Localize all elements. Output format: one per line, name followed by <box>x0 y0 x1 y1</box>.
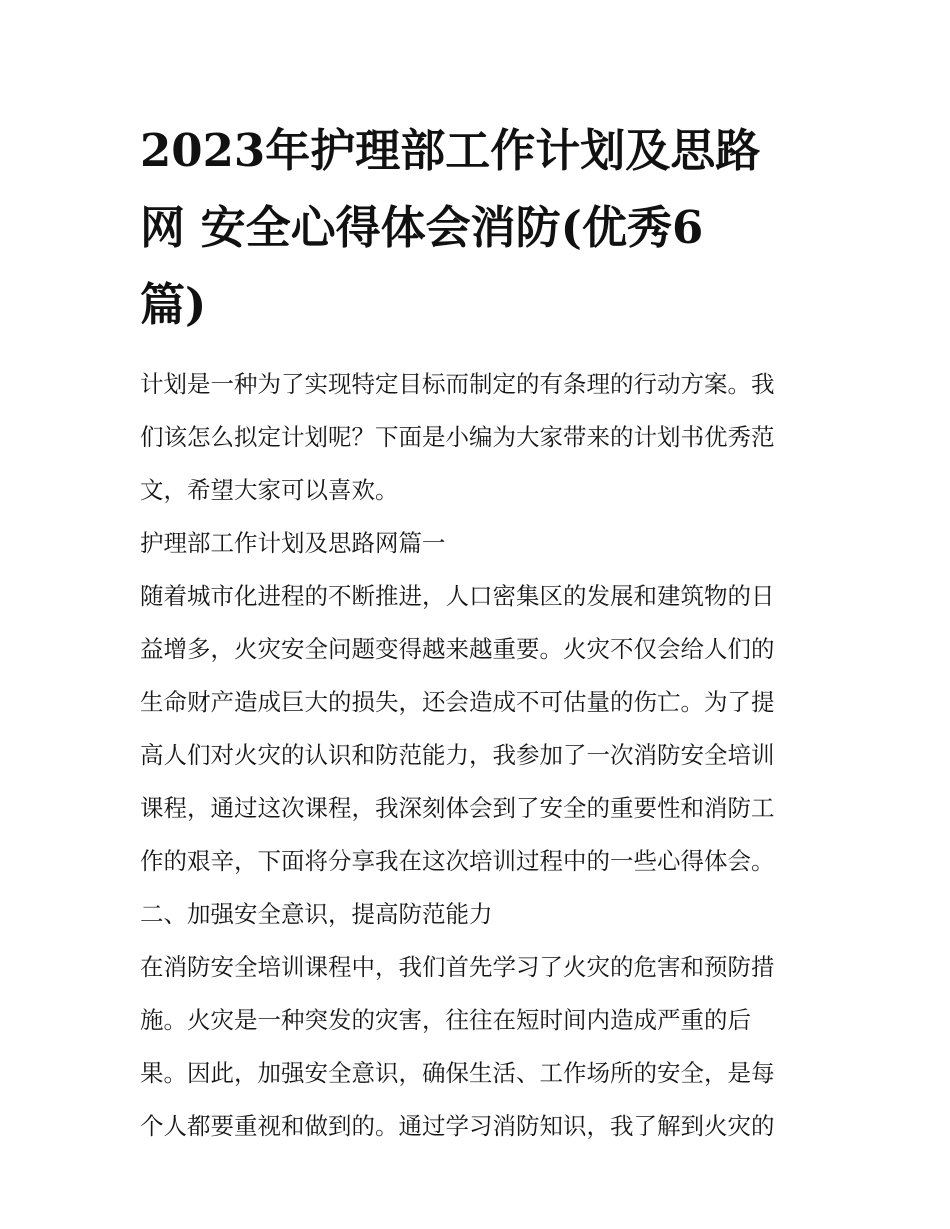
section-heading: 二、加强安全意识，提高防范能力 <box>140 900 493 928</box>
paragraph-line: 高人们对火灾的认识和防范能力，我参加了一次消防安全培训 <box>140 741 775 769</box>
paragraph-line: 文，希望大家可以喜欢。 <box>140 476 399 504</box>
paragraph-line: 随着城市化进程的不断推进，人口密集区的发展和建筑物的日 <box>140 582 775 610</box>
paragraph-line: 个人都要重视和做到的。通过学习消防知识，我了解到火灾的 <box>140 1112 775 1140</box>
paragraph-line: 益增多，火灾安全问题变得越来越重要。火灾不仅会给人们的 <box>140 635 775 663</box>
paragraph-line: 计划是一种为了实现特定目标而制定的有条理的行动方案。我 <box>140 370 775 398</box>
paragraph-line: 课程，通过这次课程，我深刻体会到了安全的重要性和消防工 <box>140 794 775 822</box>
paragraph-line: 果。因此，加强安全意识，确保生活、工作场所的安全，是每 <box>140 1059 775 1087</box>
title-line: 篇) <box>140 278 207 331</box>
paragraph-line: 在消防安全培训课程中，我们首先学习了火灾的危害和预防措 <box>140 953 775 981</box>
paragraph-line: 作的艰辛，下面将分享我在这次培训过程中的一些心得体会。 <box>140 847 775 875</box>
title-line: 网 安全心得体会消防(优秀6 <box>140 201 704 254</box>
document-body <box>140 358 820 1153</box>
paragraph-line: 施。火灾是一种突发的灾害，往往在短时间内造成严重的后 <box>140 1006 751 1034</box>
section-heading: 护理部工作计划及思路网篇一 <box>140 529 446 557</box>
paragraph-line: 生命财产造成巨大的损失，还会造成不可估量的伤亡。为了提 <box>140 688 775 716</box>
paragraph-line: 们该怎么拟定计划呢？下面是小编为大家带来的计划书优秀范 <box>140 423 775 451</box>
title-line: 2023年护理部工作计划及思路 <box>140 124 761 177</box>
document-title <box>140 112 820 343</box>
